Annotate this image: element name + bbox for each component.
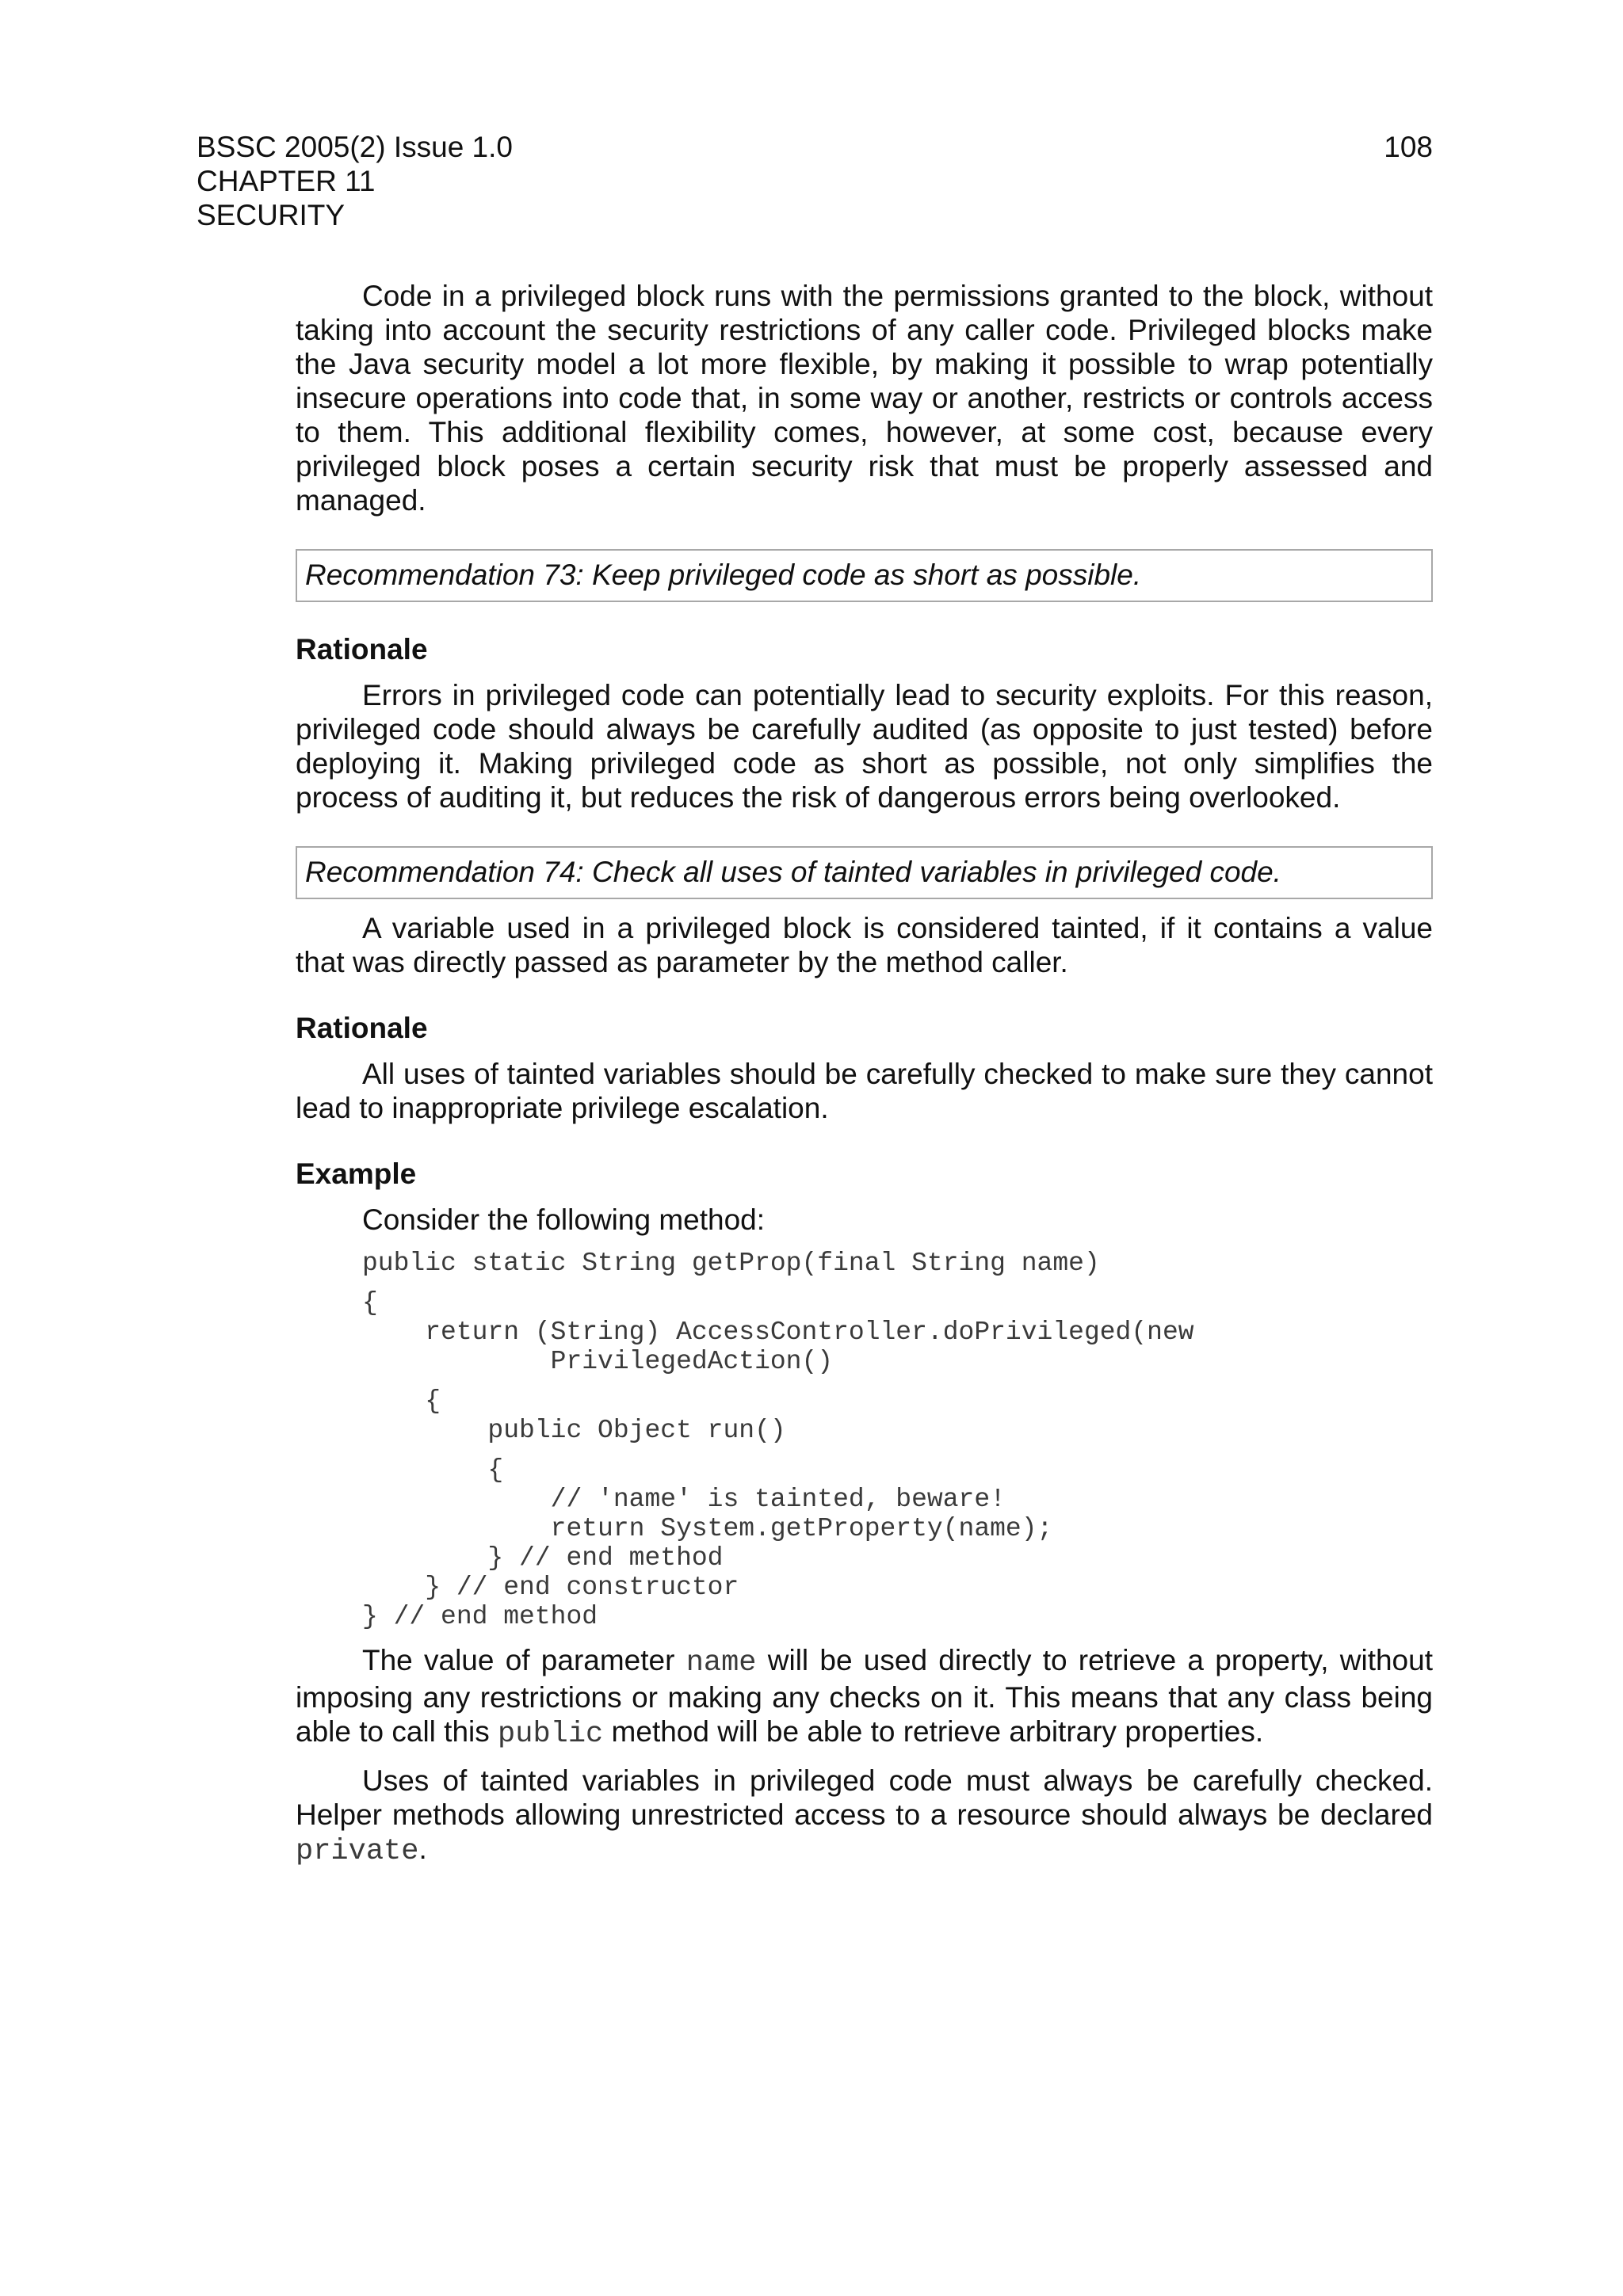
example-heading: Example bbox=[296, 1158, 417, 1190]
text-run: will be used directly to retrieve a property, without imposing any restrictions or making any checks on it. This means that any class being able to call this bbox=[296, 1644, 1433, 1748]
parameter-usage-paragraph bbox=[296, 1643, 1433, 1752]
text-run: method will be able to retrieve arbitrary properties. bbox=[603, 1715, 1264, 1748]
section-label: SECURITY bbox=[197, 199, 346, 231]
document-id: BSSC 2005(2) Issue 1.0 bbox=[197, 131, 513, 163]
code-line: public static String getProp(final String name) bbox=[362, 1249, 1100, 1278]
tainted-variables-conclusion bbox=[296, 1764, 1433, 1869]
chapter-label: CHAPTER 11 bbox=[197, 165, 376, 197]
code-line: } // end method bbox=[362, 1543, 724, 1573]
text-run: . bbox=[418, 1833, 427, 1865]
text-run: Uses of tainted variables in privileged code must always be carefully checked. Helper methods allowing unrestricted access to a resource should always be declared bbox=[296, 1764, 1433, 1831]
recommendation-73-box bbox=[296, 549, 1433, 602]
rationale-paragraph-73: Errors in privileged code can potentially lead to security exploits. For this reason, privileged code should always be carefully audited (as opposite to just tested) before deploying it. Making privileged code as short as possible, not only simplifies the process of auditing it, but reduces the risk of dangerous errors being overlooked. bbox=[296, 679, 1433, 814]
recommendation-74-text: Recommendation 74: Check all uses of tainted variables in privileged code. bbox=[305, 856, 1281, 888]
code-line: // 'name' is tainted, beware! bbox=[362, 1485, 1006, 1514]
intro-paragraph: Code in a privileged block runs with the permissions granted to the block, without taking into account the security restrictions of any caller code. Privileged blocks make the Java security model a lot more flexible, by making it possible to wrap potentially insecure operations into code that, in some way or another, restricts or controls access to them. This additional flexibility comes, however, at some cost, because every privileged block poses a certain security risk that must be properly assessed and managed. bbox=[296, 280, 1433, 517]
rationale-heading-74: Rationale bbox=[296, 1012, 428, 1044]
inline-code-private: private bbox=[296, 1835, 419, 1868]
text-run: The value of parameter bbox=[362, 1644, 686, 1676]
page-content bbox=[296, 279, 1433, 1869]
code-line: return System.getProperty(name); bbox=[362, 1514, 1053, 1543]
inline-code-name: name bbox=[685, 1646, 757, 1680]
page-header bbox=[197, 130, 1433, 232]
code-line: { bbox=[362, 1386, 441, 1416]
page-number: 108 bbox=[1384, 131, 1433, 163]
example-intro: Consider the following method: bbox=[362, 1203, 766, 1236]
tainted-variable-description: A variable used in a privileged block is considered tainted, if it contains a value that was directly passed as parameter by the method caller. bbox=[296, 912, 1433, 978]
code-line: public Object run() bbox=[362, 1416, 786, 1445]
code-line: { bbox=[362, 1455, 504, 1485]
code-line: } // end constructor bbox=[362, 1573, 739, 1602]
rationale-heading-73: Rationale bbox=[296, 633, 428, 666]
code-line: return (String) AccessController.doPrivileged(new bbox=[362, 1318, 1194, 1347]
code-line: } // end method bbox=[362, 1602, 598, 1631]
code-line: { bbox=[362, 1288, 378, 1318]
recommendation-74-box bbox=[296, 846, 1433, 899]
code-line: PrivilegedAction() bbox=[362, 1347, 834, 1376]
rationale-paragraph-74: All uses of tainted variables should be carefully checked to make sure they cannot lead to inappropriate privilege escalation. bbox=[296, 1058, 1433, 1124]
inline-code-public: public bbox=[498, 1718, 604, 1751]
recommendation-73-text: Recommendation 73: Keep privileged code as short as possible. bbox=[305, 559, 1142, 591]
code-block bbox=[296, 1249, 1433, 1631]
